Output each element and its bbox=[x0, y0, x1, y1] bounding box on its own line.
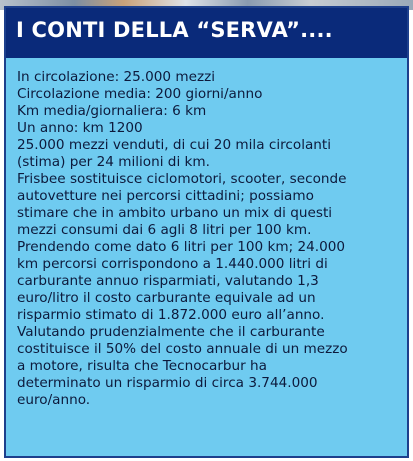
text-line: carburante annuo risparmiati, valutando 1,3 bbox=[17, 273, 319, 289]
text-line: euro/litro il costo carburante equivale ad un bbox=[17, 290, 316, 306]
text-line: euro/anno. bbox=[17, 392, 91, 408]
text-line: km percorsi corrispondono a 1.440.000 litri di bbox=[17, 256, 328, 272]
text-line: a motore, risulta che Tecnocarbur ha bbox=[17, 358, 268, 374]
text-line: (stima) per 24 milioni di km. bbox=[17, 154, 210, 170]
text-line: 25.000 mezzi venduti, di cui 20 mila circolanti bbox=[17, 137, 332, 153]
text-line: Circolazione media: 200 giorni/anno bbox=[17, 86, 263, 102]
text-line: costituisce il 50% del costo annuale di un mezzo bbox=[17, 341, 348, 357]
text-line: In circolazione: 25.000 mezzi bbox=[17, 69, 216, 85]
text-line: risparmio stimato di 1.872.000 euro all’anno. bbox=[17, 307, 325, 323]
box-title: I CONTI DELLA “SERVA”.... bbox=[16, 18, 333, 42]
body-text bbox=[17, 69, 405, 409]
text-line: Valutando prudenzialmente che il carburante bbox=[17, 324, 325, 340]
text-line: Un anno: km 1200 bbox=[17, 120, 143, 136]
text-line: determinato un risparmio di circa 3.744.000 bbox=[17, 375, 318, 391]
text-line: autovetture nei percorsi cittadini; possiamo bbox=[17, 188, 314, 204]
text-line: stimare che in ambito urbano un mix di questi bbox=[17, 205, 333, 221]
text-line: Km media/giornaliera: 6 km bbox=[17, 103, 207, 119]
text-line: Frisbee sostituisce ciclomotori, scooter, seconde bbox=[17, 171, 347, 187]
info-box bbox=[4, 6, 409, 458]
title-bar bbox=[6, 8, 407, 58]
text-line: mezzi consumi dai 6 agli 8 litri per 100 km. bbox=[17, 222, 312, 238]
text-line: Prendendo come dato 6 litri per 100 km; 24.000 bbox=[17, 239, 346, 255]
